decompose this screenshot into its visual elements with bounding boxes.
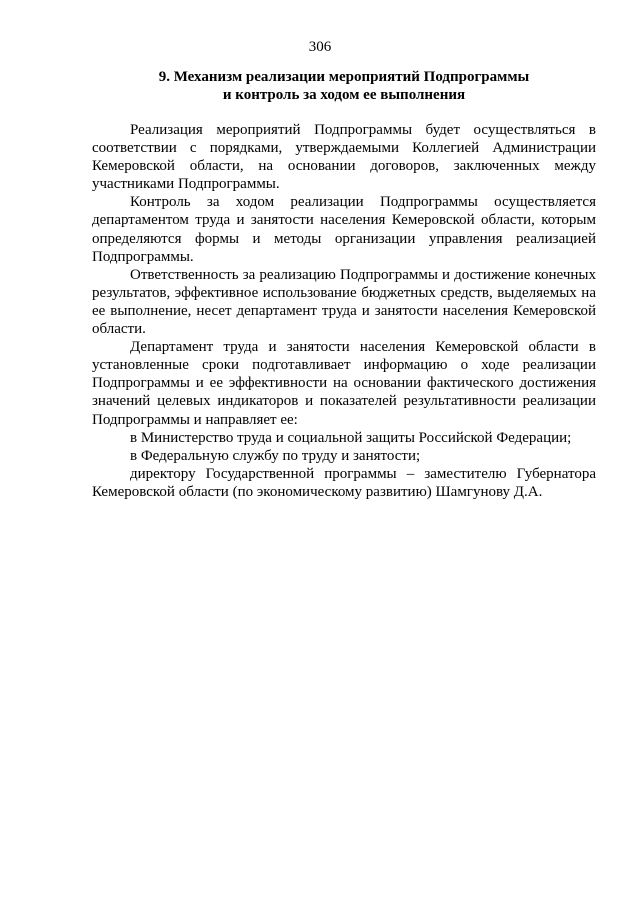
paragraph-recipient-federal-service: в Федеральную службу по труду и занятости; bbox=[130, 447, 421, 464]
paragraph-responsibility: Ответственность за реализацию Подпрограммы и достижение конечных результатов, эффективное использование бюджетных средств, выделяемых на ее выполнение, несет департамент труда и занятости населения Кемеровской области. bbox=[92, 266, 596, 338]
paragraph-reporting: Департамент труда и занятости населения Кемеровской области в установленные сроки подготавливает информацию о ходе реализации Подпрограммы и ее эффективности на основании фактического достижения значений целевых индикаторов и показателей результативности реализации Подпрограммы и направляет ее: bbox=[92, 339, 596, 428]
section-title-line-2: и контроль за ходом ее выполнения bbox=[222, 87, 466, 103]
paragraph-recipient-director: директору Государственной программы – заместителю Губернатора Кемеровской области (по экономическому развитию) Шамгунову Д.А. bbox=[92, 465, 596, 500]
paragraph-implementation: Реализация мероприятий Подпрограммы будет осуществляться в соответствии с порядками, утверждаемыми Коллегией Администрации Кемеровской области, на основании договоров, заключенных между участниками Подпрограммы. bbox=[92, 122, 596, 193]
body-text bbox=[92, 121, 596, 501]
section-title bbox=[92, 68, 596, 104]
paragraph-recipient-ministry: в Министерство труда и социальной защиты Российской Федерации; bbox=[130, 429, 572, 446]
page-number: 306 bbox=[308, 39, 332, 55]
section-title-line-1: 9. Механизм реализации мероприятий Подпрограммы bbox=[158, 69, 530, 85]
paragraph-control: Контроль за ходом реализации Подпрограммы осуществляется департаментом труда и занятости населения Кемеровской области, которым определяются формы и методы организации управления реализацией Подпрограммы. bbox=[92, 194, 596, 265]
